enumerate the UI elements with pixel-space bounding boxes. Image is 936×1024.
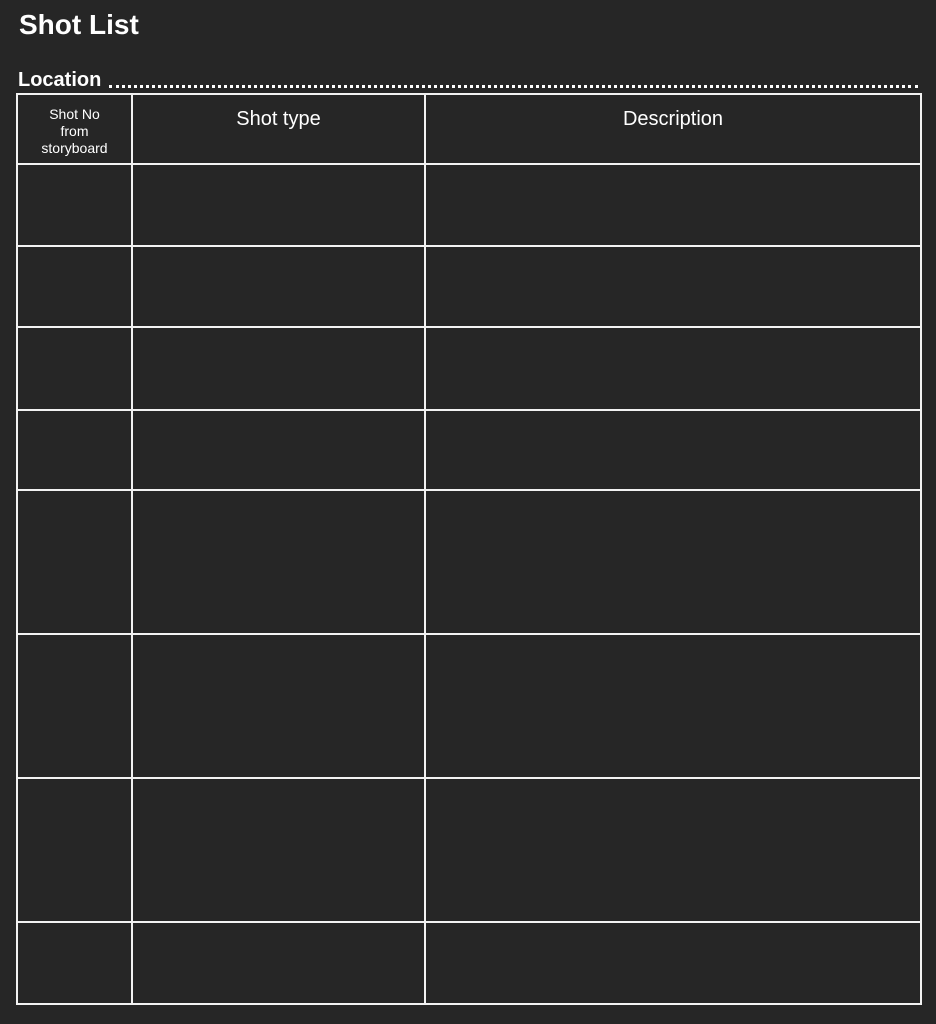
cell-description[interactable] xyxy=(425,922,921,1004)
cell-description[interactable] xyxy=(425,778,921,922)
location-field[interactable] xyxy=(18,68,918,92)
table-row xyxy=(17,410,921,490)
table-row xyxy=(17,246,921,327)
table-row xyxy=(17,778,921,922)
cell-shot-no[interactable] xyxy=(17,490,132,634)
cell-shot-type[interactable] xyxy=(132,410,425,490)
table-row xyxy=(17,164,921,246)
cell-description[interactable] xyxy=(425,490,921,634)
cell-shot-type[interactable] xyxy=(132,634,425,778)
cell-shot-type[interactable] xyxy=(132,778,425,922)
cell-shot-no[interactable] xyxy=(17,327,132,410)
table-row xyxy=(17,490,921,634)
cell-description[interactable] xyxy=(425,327,921,410)
header-shot-no-line: from xyxy=(60,123,89,139)
cell-shot-no[interactable] xyxy=(17,164,132,246)
cell-description[interactable] xyxy=(425,410,921,490)
page-title: Shot List xyxy=(19,9,139,40)
cell-shot-no[interactable] xyxy=(17,410,132,490)
cell-shot-type[interactable] xyxy=(132,327,425,410)
location-dotted-line[interactable] xyxy=(109,85,918,88)
header-description: Description xyxy=(425,94,921,164)
header-shot-no xyxy=(17,94,132,164)
cell-shot-no[interactable] xyxy=(17,922,132,1004)
cell-shot-type[interactable] xyxy=(132,490,425,634)
cell-description[interactable] xyxy=(425,246,921,327)
header-shot-no-line: storyboard xyxy=(41,140,108,156)
cell-description[interactable] xyxy=(425,634,921,778)
cell-shot-no[interactable] xyxy=(17,634,132,778)
cell-shot-type[interactable] xyxy=(132,246,425,327)
table-row xyxy=(17,327,921,410)
cell-shot-type[interactable] xyxy=(132,922,425,1004)
cell-shot-type[interactable] xyxy=(132,164,425,246)
cell-shot-no[interactable] xyxy=(17,778,132,922)
location-label: Location xyxy=(18,69,102,91)
cell-shot-no[interactable] xyxy=(17,246,132,327)
header-shot-no-line: Shot No xyxy=(49,106,100,122)
table-row xyxy=(17,634,921,778)
cell-description[interactable] xyxy=(425,164,921,246)
table-header-row xyxy=(17,94,921,164)
table-row xyxy=(17,922,921,1004)
header-shot-type: Shot type xyxy=(132,94,425,164)
shot-list-table xyxy=(16,93,922,1005)
